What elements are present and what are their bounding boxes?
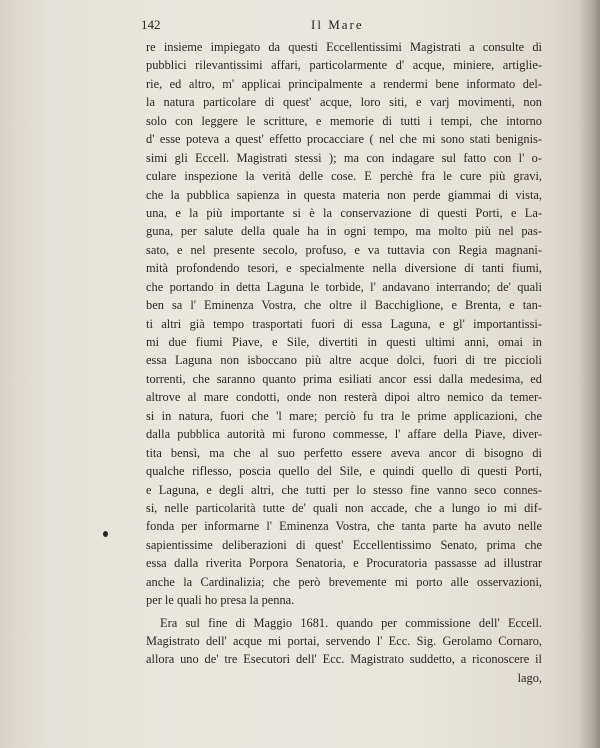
text-line: altrove al mare condotti, onde non resterà dipoi altro nemico da temer-: [146, 390, 542, 405]
text-line: re insieme impiegato da questi Eccellentissimi Magistrati a consulte di: [146, 40, 542, 54]
text-line: rie, ed altro, m' applicai principalmente a rendermi bene informato del-: [146, 76, 542, 91]
text-line: una, e la più importante si è la conservazione di questi Porti, e La-: [146, 205, 542, 220]
paragraph-2: [146, 614, 542, 688]
text-line: dalla pubblica autorità mi furono commesse, l' affare della Piave, diver-: [146, 427, 542, 442]
text-line: essa dalla riverita Porpora Senatoria, e Procuratoria passasse ad illustrar: [146, 556, 542, 571]
text-line: fonda per informarne l' Eminenza Vostra, che tanta parte ha avuto nelle: [146, 519, 542, 534]
text-line: che portando in detta Laguna le torbide, l' andavano interrando; de' quali: [146, 279, 542, 294]
running-head: Il Mare: [311, 17, 364, 32]
text-line: guna, per salute della quale ha in ogni tempo, ma molto più nel pas-: [146, 224, 542, 239]
text-line: simi gli Eccell. Magistrati stessi ); ma con indagare sul fatto con l' o-: [146, 150, 542, 165]
text-line: pubblici rilevantissimi affari, particolarmente d' acque, miniere, artiglie-: [146, 58, 542, 73]
text-line: anche la Cardinalizia; che però brevemente mi porto alle osservazioni,: [146, 574, 542, 589]
ink-spot: [103, 531, 108, 537]
text-line: sapientissime deliberazioni di quest' Eccellentissimo Senato, prima che: [146, 537, 542, 552]
page-number: 142: [141, 17, 161, 32]
text-line: tita bensì, ma che al suo perfetto essere aveva ancor di bisogno di: [146, 445, 542, 460]
text-line: la natura particolare di quest' acque, loro siti, e varj movimenti, non: [146, 95, 542, 110]
page-header: [141, 17, 541, 35]
text-line: mi due fiumi Piave, e Sile, divertiti in questi ultimi anni, omai in: [146, 335, 542, 349]
text-line: ti altri già tempo trasportati fuori di essa Laguna, e gl' importantissi-: [146, 316, 542, 331]
text-line: si, nelle particolarità tutte de' quali non accade, che a lungo io mi dif-: [146, 500, 542, 515]
text-line: si in natura, fuori che 'l mare; perciò fu tra le prime applicazioni, che: [146, 408, 542, 423]
text-line: ben sa l' Eminenza Vostra, che oltre il Bacchiglione, e Brenta, e tan-: [146, 298, 542, 313]
page-edge-shadow: [578, 0, 600, 748]
text-line: Era sul fine di Maggio 1681. quando per commissione dell' Eccell.: [160, 615, 542, 630]
text-line: sato, e nel presente secolo, profuso, e va tuttavia con Regia magnani-: [146, 242, 542, 257]
text-line: essa Laguna non isboccano più altre acque dolci, fuori di tre piccioli: [146, 353, 542, 368]
text-line: culare inspezione la verità delle cose. E perchè fra le cure più gravi,: [146, 169, 542, 184]
text-line: e Laguna, e degli altri, che tutti per lo stesso fine vanno seco connes-: [146, 482, 542, 497]
paragraph-1: [146, 38, 542, 610]
text-line: Magistrato dell' acque mi portai, servendo l' Ecc. Sig. Gerolamo Cornaro,: [146, 634, 542, 648]
text-line: allora uno de' tre Esecutori dell' Ecc. Magistrato suddetto, a riconoscere il: [146, 652, 542, 667]
text-line: mità profondendo tesori, e specialmente nella diversione di tanti fiumi,: [146, 261, 542, 276]
text-line: torrenti, che saranno quanto prima esiliati ancor essi dalla medesima, ed: [146, 371, 542, 386]
text-line: per le quali ho presa la penna.: [146, 593, 295, 608]
text-line: lago,: [517, 670, 542, 685]
text-line: qualche riflesso, poscia quello del Sile, e quindi quello di questi Porti,: [146, 464, 542, 479]
text-line: solo con leggere le scritture, e memorie di tutti i tempi, che intorno: [146, 113, 542, 128]
body-text: [146, 38, 542, 687]
text-line: che la pubblica sapienza in questa materia non perde giammai di vista,: [146, 187, 542, 202]
text-line: d' esse poteva a quest' effetto procacciare ( nel che mi sono stati benignis-: [146, 132, 542, 147]
